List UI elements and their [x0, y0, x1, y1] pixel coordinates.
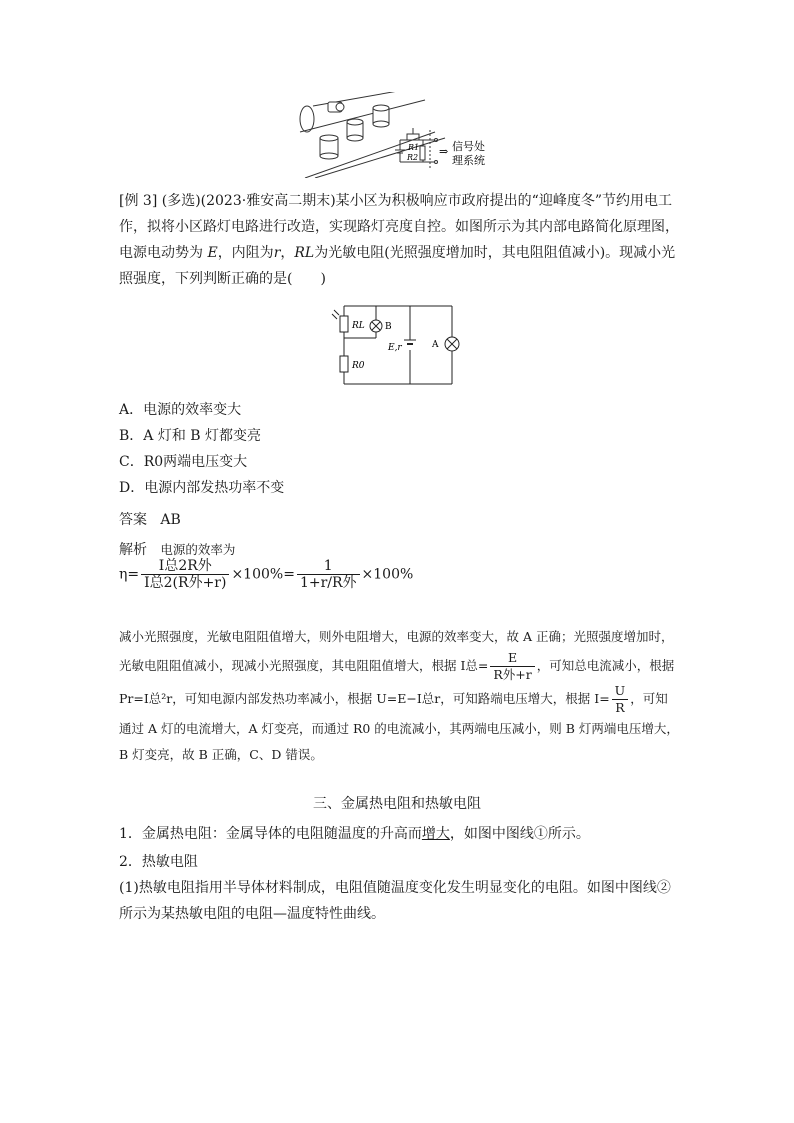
ohm-frac-den: R — [615, 700, 625, 715]
analysis-body — [119, 624, 679, 768]
current-frac-den: R外+r — [493, 667, 532, 682]
analysis-intro: 电源的效率为 — [160, 542, 236, 557]
example-text-4: 为光敏电阻(光照强度增加时，其电阻阻值减小)。现减小光照强度，下列判断正确的是( ) — [119, 245, 676, 287]
efficiency-formula — [119, 558, 413, 591]
formula-num-2: 1 — [297, 558, 360, 575]
label-r0: R0 — [352, 361, 365, 371]
battery-icon — [404, 340, 416, 344]
analysis-label: 解析 — [119, 542, 147, 558]
formula-tail: ×100% — [361, 566, 414, 583]
section-item-2-1: (1)热敏电阻指用半导体材料制成，电阻值随温度变化发生明显变化的电阻。如图中图线②所示为某热敏电阻的电阻—温度特性曲线。 — [119, 880, 671, 922]
formula-den-2: 1+r/R外 — [299, 575, 357, 591]
label-a: A — [432, 340, 439, 350]
option-a: A．电源的效率变大 — [119, 402, 242, 418]
circuit-diagram — [330, 304, 460, 392]
option-c: C．R0两端电压变大 — [119, 454, 248, 470]
analysis-p3b: ，可知通过 A 灯的电流增大，A 灯变亮，而通过 R0 的电流减小，其两 — [119, 691, 668, 736]
var-e: E — [207, 245, 218, 261]
option-d: D．电源内部发热功率不变 — [119, 480, 285, 496]
analysis-p1: 减小光照强度，光敏电阻阻值增大，则外电阻增大，电源的效率变大，故 A 正确；光照强度增加时，光敏电阻阻值减小，现减小光照强度，其电阻阻值增大，根据 I总= — [119, 629, 674, 673]
system-label-line2: 理系统 — [452, 154, 485, 167]
resistor-r0 — [340, 356, 348, 372]
formula-num-1: I总2R外 — [141, 558, 229, 575]
section-heading: 三、金属热电阻和热敏电阻 — [313, 796, 481, 812]
var-r: r — [273, 245, 281, 261]
objects-on-belt — [320, 105, 389, 159]
section-item-1 — [119, 823, 590, 843]
analysis-p1-tail: ，可 — [536, 658, 562, 673]
label-b: B — [385, 322, 392, 332]
label-r2: R2 — [407, 153, 419, 162]
lamp-a-icon — [445, 337, 459, 351]
example-text-2: ，内阻为 — [217, 245, 274, 261]
answer-value: AB — [160, 512, 181, 528]
item1-text-a: 1．金属热电阻：金属导体的电阻随温度的升高而 — [119, 826, 422, 842]
resistor-rl — [332, 310, 348, 332]
section-item-2: 2．热敏电阻 — [119, 854, 198, 870]
example-text-1: (多选)(2023·雅安高二期末)某小区为积极响应市政府提出的“迎峰度冬”节约用电工作，拟将小区路灯电路进行改造，实现路灯亮度自控。如图所示为其内部电路简化原理图，电源电动势为 — [119, 193, 679, 261]
var-rl: RL — [294, 245, 315, 261]
lamp-b-icon — [370, 320, 382, 332]
answer-line — [119, 509, 181, 529]
conveyor-figure — [295, 92, 500, 178]
formula-den-1: I总2(R外+r) — [144, 575, 227, 591]
ohm-frac-num: U — [612, 683, 629, 700]
current-fraction — [490, 650, 534, 683]
item1-text-b: ，如图中图线①所示。 — [449, 826, 590, 842]
example-question — [119, 188, 679, 292]
arrow-symbol: ⇒ — [439, 145, 449, 158]
formula-mid: ×100%= — [231, 566, 295, 583]
conveyor-belt — [300, 92, 445, 178]
formula-fraction-1 — [141, 558, 229, 591]
label-er: E,r — [388, 343, 402, 353]
answer-label: 答案 — [119, 512, 147, 528]
example-tag: [例 3] — [119, 193, 158, 209]
current-frac-num: E — [490, 650, 534, 667]
item1-underlined: 增大 — [421, 826, 450, 842]
example-text-3: ， — [280, 245, 295, 261]
system-label-line1: 信号处 — [452, 140, 485, 153]
analysis-p2: 知总电流减小，根据 Pr=I总²r，可知电源内部发热功率减小，根据 U=E−I总r，可知路端 — [119, 658, 675, 706]
formula-fraction-2 — [297, 558, 360, 591]
analysis-p4: 端电压减小，则 B 灯两端电压增大，B 灯变亮，故 B 正确，C、D 错误。 — [119, 721, 679, 762]
option-b: B．A 灯和 B 灯都变亮 — [119, 428, 262, 444]
ohm-fraction — [612, 683, 629, 716]
formula-eta: η= — [119, 566, 140, 583]
analysis-p3a: 电压增大，根据 I= — [502, 691, 610, 706]
light-source-icon — [328, 102, 344, 112]
label-rl: RL — [352, 321, 365, 331]
label-r1: R1 — [408, 143, 420, 152]
